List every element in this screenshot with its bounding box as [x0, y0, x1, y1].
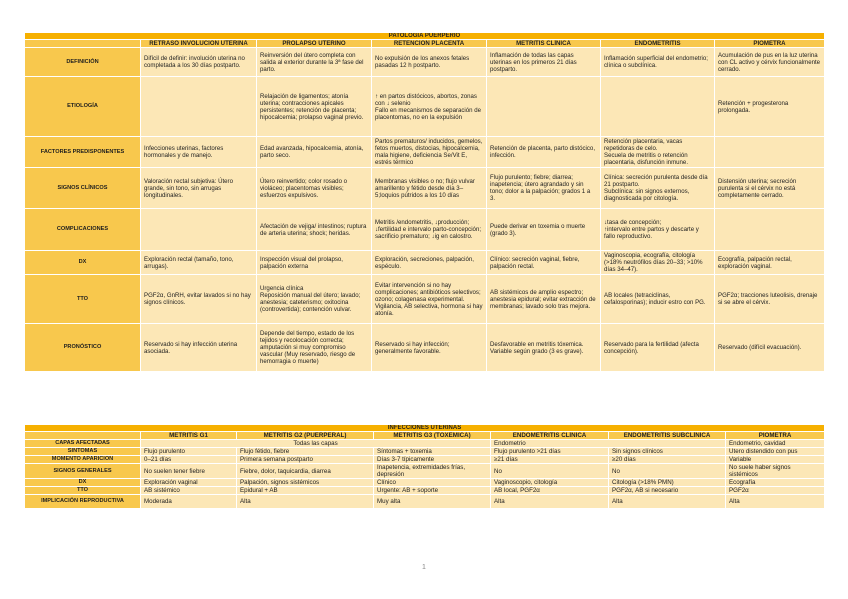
table-cell: Reservado para la fertilidad (afecta concepción).	[601, 324, 715, 372]
table-cell: No expulsión de los anexos fetales pasadas 12 h postparto.	[372, 48, 487, 77]
table-cell: ≥20 días	[609, 456, 726, 464]
table-cell: Clínica: secreción purulenta desde día 21 postparto. Subclínica: sin signos externos, diagnosticada por citología.	[601, 168, 715, 209]
table-row	[25, 495, 825, 509]
table-cell: Evitar intervención si no hay complicaciones; antibióticos selectivos; ozono; colagenasa experimental. Vigilancia, AB selectiva, hormona si hay atonía.	[372, 275, 487, 324]
table-cell: Flujo fétido, fiebre	[237, 448, 374, 456]
table-cell: AB local, PGF2α	[491, 487, 609, 495]
table-row	[25, 168, 825, 209]
table-cell: Fiebre, dolor, taquicardia, diarrea	[237, 464, 374, 479]
table-cell: ≥21 días	[491, 456, 609, 464]
row-header: SIGNOS CLÍNICOS	[25, 168, 141, 209]
table-row	[25, 275, 825, 324]
table-cell	[141, 209, 257, 251]
table-cell: Afectación de vejiga/ intestinos; ruptura de arteria uterina; shock; heridas.	[257, 209, 372, 251]
header-corner	[25, 40, 141, 48]
table-cell: 0–21 días	[141, 456, 237, 464]
table-cell: PGF2α, GnRH, evitar lavados si no hay signos clínicos.	[141, 275, 257, 324]
table-cell: Palpación, signos sistémicos	[237, 479, 374, 487]
table-cell: Vaginoscopia, ecografía, citología (>18% neutrófilos días 20–33; >10% días 34–47).	[601, 251, 715, 275]
row-header: DEFINICIÓN	[25, 48, 141, 77]
table-cell: No suele haber signos sistémicos	[726, 464, 825, 479]
table-cell: AB sistémico	[141, 487, 237, 495]
column-header: PIÓMETRA	[715, 40, 825, 48]
table-cell: Urgente: AB + soporte	[374, 487, 491, 495]
table-cell: Exploración, secreciones, palpación, espéculo.	[372, 251, 487, 275]
table-cell: Relajación de ligamentos; atonía uterina; contracciones apicales persistentes; retención de placenta; hipocalcemia; prolapso vaginal previo.	[257, 77, 372, 137]
table-cell: No suelen tener fiebre	[141, 464, 237, 479]
row-header: COMPLICACIONES	[25, 209, 141, 251]
column-header: RETENCIÓN PLACENTA	[372, 40, 487, 48]
table-cell: No	[491, 464, 609, 479]
table-cell: Variable	[726, 456, 825, 464]
table-row	[25, 487, 825, 495]
table-cell: Alta	[609, 495, 726, 509]
table-cell: Reservado (difícil evacuación).	[715, 324, 825, 372]
table-row	[25, 456, 825, 464]
table-cell	[141, 77, 257, 137]
table-cell: Días 3-7 típicamente	[374, 456, 491, 464]
table-row	[25, 48, 825, 77]
row-header: SIGNOS GENERALES	[25, 464, 141, 479]
column-header: PROLAPSO UTERINO	[257, 40, 372, 48]
table-cell: Ecografía, palpación rectal, exploración vaginal.	[715, 251, 825, 275]
table-cell: Acumulación de pus en la luz uterina con CL activo y cérvix funcionalmente cerrado.	[715, 48, 825, 77]
table-row	[25, 324, 825, 372]
table-cell: Primera semana postparto	[237, 456, 374, 464]
table-cell: Difícil de definir: involución uterina no completada a los 30 días postparto.	[141, 48, 257, 77]
column-header: ENDOMETRITIS	[601, 40, 715, 48]
column-header: METRITIS CLÍNICA	[487, 40, 601, 48]
table-cell: Desfavorable en metritis tóxemica. Variable según grado (3 es grave).	[487, 324, 601, 372]
table-cell: Útero reinvertido; color rosado o violáceo; placentomas visibles; esfuerzos expulsivos.	[257, 168, 372, 209]
table-cell: Puede derivar en toxemia o muerte (grado 3).	[487, 209, 601, 251]
table-cell	[487, 77, 601, 137]
table-cell	[715, 209, 825, 251]
table-cell	[601, 77, 715, 137]
table-cell: Flujo purulento	[141, 448, 237, 456]
table-cell: PGF2α, AB si necesario	[609, 487, 726, 495]
table-cell: Infecciones uterinas, factores hormonales y de manejo.	[141, 137, 257, 168]
column-header: METRITIS G2 (PUERPERAL)	[237, 432, 374, 440]
table-cell: Todas las capas	[141, 440, 491, 448]
table-title: PATOLOGÍA PUERPERIO	[25, 33, 825, 40]
table-cell: Alta	[491, 495, 609, 509]
row-header: MOMENTO APARICIÓN	[25, 456, 141, 464]
uterine-infections-table	[24, 424, 825, 509]
table-row	[25, 479, 825, 487]
table-row	[25, 77, 825, 137]
table-cell: Valoración rectal subjetiva: Útero grande, sin tono, sin arrugas longitudinales.	[141, 168, 257, 209]
table-cell: Inspección visual del prolapso, palpación externa	[257, 251, 372, 275]
column-header: ENDOMETRITIS CLÍNICA	[491, 432, 609, 440]
row-header: CAPAS AFECTADAS	[25, 440, 141, 448]
column-header: RETRASO INVOLUCIÓN UTERINA	[141, 40, 257, 48]
table-cell: Moderada	[141, 495, 237, 509]
table-cell: Depende del tiempo, estado de los tejidos y recolocación correcta; amputación si muy compromiso vascular (Muy reservado, riesgo de hemorragia o muerte)	[257, 324, 372, 372]
table-cell: Reinversión del útero completa con salida al exterior durante la 3ª fase del parto.	[257, 48, 372, 77]
table-cell: Muy alta	[374, 495, 491, 509]
row-header: IMPLICACIÓN REPRODUCTIVA	[25, 495, 141, 509]
table-cell: Sin signos clínicos	[609, 448, 726, 456]
table-cell: Flujo purulento; fiebre; diarrea; inapetencia; útero agrandado y sin tono; dolor a la palpación; grados 1 a 3.	[487, 168, 601, 209]
table-cell: Endometrio	[491, 440, 726, 448]
table-cell: Reservado si hay infección; generalmente favorable.	[372, 324, 487, 372]
row-header: TTO	[25, 275, 141, 324]
table-cell: Inflamación de todas las capas uterinas en los primeros 21 días postparto.	[487, 48, 601, 77]
table-cell: Inapetencia, extremidades frías, depresión	[374, 464, 491, 479]
table-cell: Endometrio, cavidad	[726, 440, 825, 448]
table-row	[25, 137, 825, 168]
row-header: ETIOLOGÍA	[25, 77, 141, 137]
table-cell: Retención de placenta, parto distócico, infección.	[487, 137, 601, 168]
table-cell: Membranas visibles o no; flujo vulvar amarillento y fétido desde día 3–5;loquios pútridos a los 10 días	[372, 168, 487, 209]
table-cell: AB locales (tetraciclinas, cefalosporinas); inducir estro con PG.	[601, 275, 715, 324]
table-cell: Urgencia clínica Reposición manual del útero; lavado; anestesia; cateterismo; oxitocina (controvertida); contención vulvar.	[257, 275, 372, 324]
table-cell: Síntomas + toxemia	[374, 448, 491, 456]
table-cell: Clínico	[374, 479, 491, 487]
table-cell: ↓tasa de concepción; ↑intervalo entre partos y descarte y fallo reproductivo.	[601, 209, 715, 251]
row-header: PRONÓSTICO	[25, 324, 141, 372]
table-cell: Alta	[726, 495, 825, 509]
column-header: PIÓMETRA	[726, 432, 825, 440]
table-cell: Exploración rectal (tamaño, tono, arrugas).	[141, 251, 257, 275]
table-cell: ↑ en partos distócicos, abortos, zonas con ↓ selenio Fallo en mecanismos de separación de placentomas, no en la expulsión	[372, 77, 487, 137]
column-header: ENDOMETRITIS SUBCLÍNICA	[609, 432, 726, 440]
table-cell: Retención placentaria, vacas repetidoras de celo. Secuela de metritis o retención placentaria, disfunción inmune.	[601, 137, 715, 168]
table-cell: Edad avanzada, hipocalcemia, atonía, parto seco.	[257, 137, 372, 168]
table-cell: Flujo purulento >21 días	[491, 448, 609, 456]
table-cell: PGF2α	[726, 487, 825, 495]
table-row	[25, 448, 825, 456]
table-cell: PGF2α; tracciones luteolisis, drenaje si se abre el cérvix.	[715, 275, 825, 324]
table-cell: Retención + progesterona prolongada.	[715, 77, 825, 137]
row-header: FACTORES PREDISPONENTES	[25, 137, 141, 168]
column-header: METRITIS G1	[141, 432, 237, 440]
table-cell: Exploración vaginal	[141, 479, 237, 487]
table-cell: Clínico: secreción vaginal, fiebre, palpación rectal.	[487, 251, 601, 275]
row-header: DX	[25, 479, 141, 487]
table-cell: Epidural + AB	[237, 487, 374, 495]
table-cell	[715, 137, 825, 168]
table-cell: No	[609, 464, 726, 479]
page-number: 1	[422, 564, 426, 571]
table-cell: Citología (>18% PMN)	[609, 479, 726, 487]
table-cell: Vaginoscopio, citología	[491, 479, 609, 487]
table-row	[25, 209, 825, 251]
header-corner	[25, 432, 141, 440]
table-cell: AB sistémicos de amplio espectro; anestesia epidural; evitar extracción de membranas; lavado solo tras mejora.	[487, 275, 601, 324]
row-header: DX	[25, 251, 141, 275]
table-title: INFECCIONES UTERINAS	[25, 425, 825, 432]
row-header: TTO	[25, 487, 141, 495]
puerperium-pathology-table	[24, 32, 825, 372]
row-header: SÍNTOMAS	[25, 448, 141, 456]
table-cell: Útero distendido con pus	[726, 448, 825, 456]
table-cell: Alta	[237, 495, 374, 509]
table-row	[25, 251, 825, 275]
table-cell: Partos prematuros/ inducidos, gemelos, fetos muertos, distocias, hipocalcemia, mala higiene, deficiencia Se/Vit E, estrés térmico	[372, 137, 487, 168]
column-header: METRITIS G3 (TÓXEMICA)	[374, 432, 491, 440]
table-cell: Ecografía	[726, 479, 825, 487]
table-cell: Metritis /endometritis, ↓producción; ↓fertilidad e intervalo parto-concepción; sacrificio prematuro; ↓ig en calostro.	[372, 209, 487, 251]
table-row	[25, 464, 825, 479]
table-cell: Reservado si hay infección uterina asociada.	[141, 324, 257, 372]
table-cell: Distensión uterina; secreción purulenta si el cérvix no está completamente cerrado.	[715, 168, 825, 209]
table-cell: Inflamación superficial del endometrio; clínica o subclínica.	[601, 48, 715, 77]
